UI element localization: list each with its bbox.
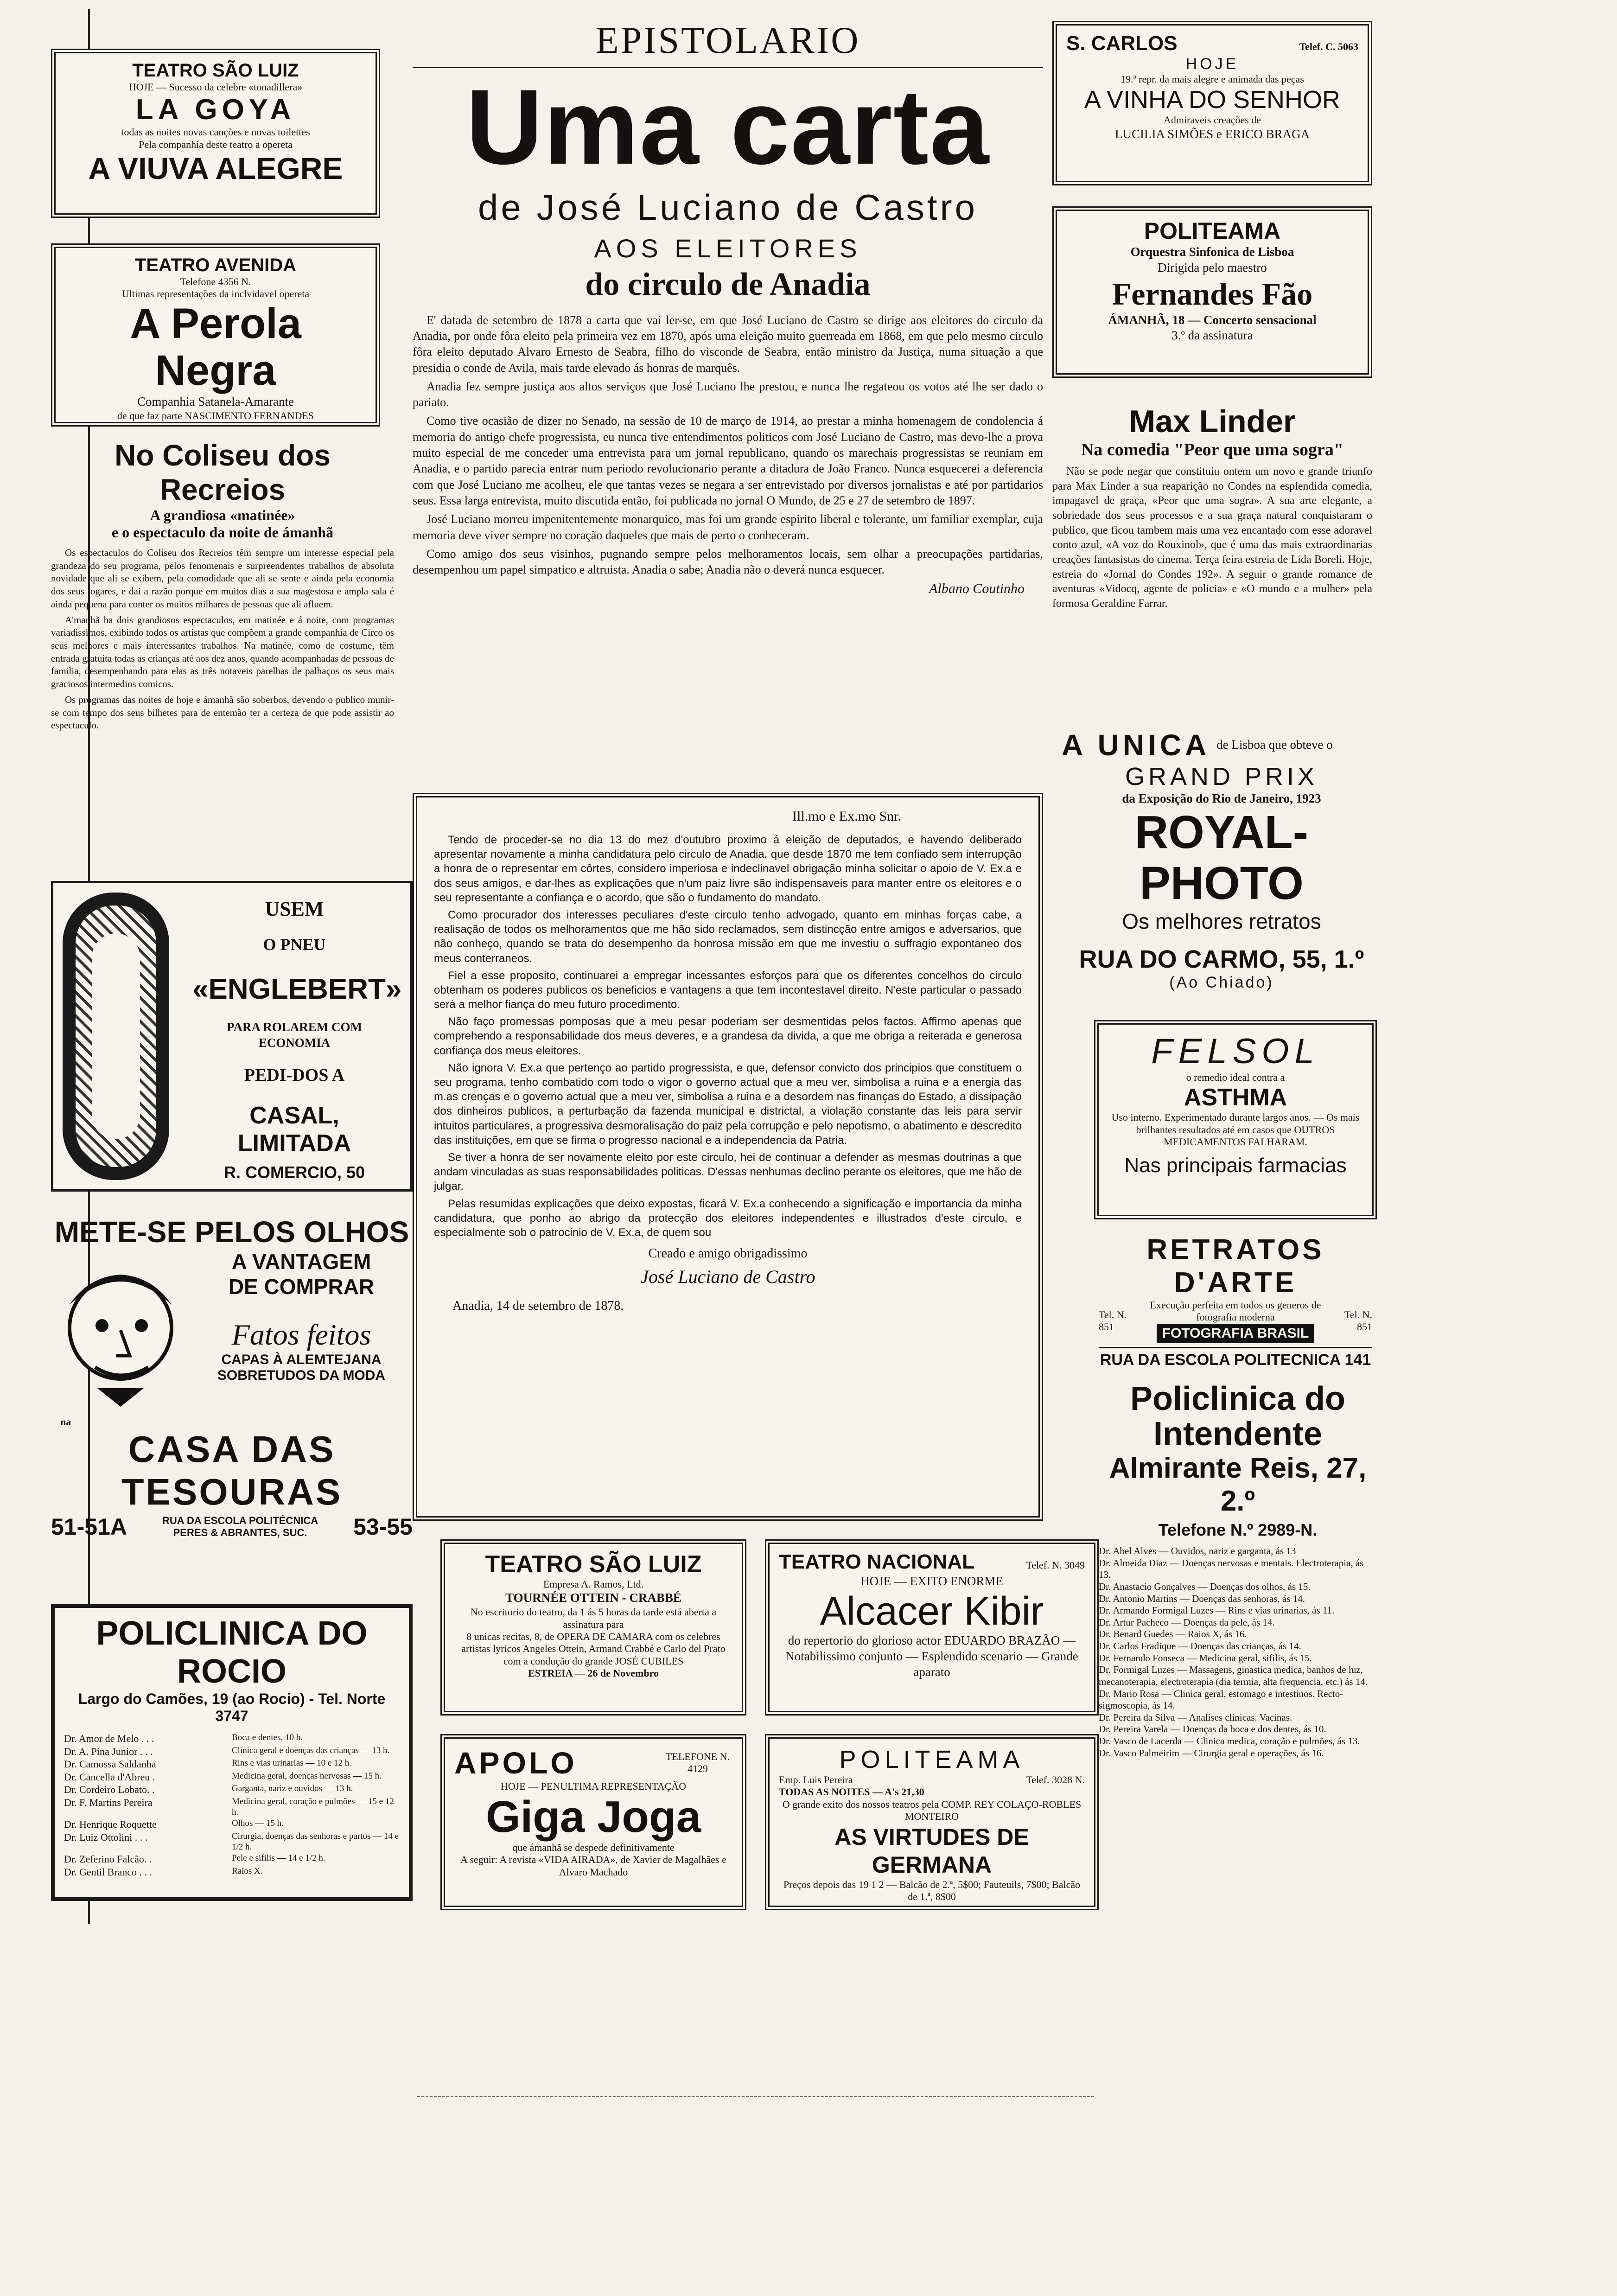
doctor-name: Dr. A. Pina Junior . . . <box>64 1745 153 1757</box>
list-item: Dr. Antonio Martins — Doenças das senhoras, ás 14. <box>1099 1593 1305 1604</box>
ad-show: A Perola Negra <box>130 300 301 394</box>
paragraph: Anadia fez sempre justiça aos altos serviços que José Luciano lhe prestou, e nunca lhe regateou os votos até lhe ser dado o pariato. <box>413 379 1043 409</box>
ad-line: Nas principais farmacias <box>1124 1154 1347 1177</box>
intro-signature: Albano Coutinho <box>929 580 1025 596</box>
ad-line: Emp. Luis Pereira <box>779 1774 853 1786</box>
ad-line: Empresa A. Ramos, Ltd. <box>543 1578 644 1590</box>
ad-line: USEM <box>265 898 324 920</box>
ad-line: CAPAS À ALEMTEJANA <box>221 1352 382 1367</box>
ad-line: (Ao Chiado) <box>1169 973 1274 991</box>
headline-subtitle: AOS ELEITORES <box>594 233 862 263</box>
ad-title: Policlinica do Intendente <box>1130 1380 1346 1453</box>
article-max-linder <box>1052 403 1372 614</box>
list-item: Dr. Formigal Luzes — Massagens, ginastica medica, banhos de luz, mecanoterapia, electroterapia (dia termia, alta frequencia, etc.) ás 14. <box>1099 1664 1368 1687</box>
list-item: Dr. Pereira Varela — Doenças da boca e dos dentes, ás 10. <box>1099 1723 1326 1735</box>
letter-signature: José Luciano de Castro <box>640 1266 815 1288</box>
ad-line: Dirigida pelo maestro <box>1158 260 1267 274</box>
ad-line: TOURNÉE OTTEIN - CRABBÉ <box>505 1591 681 1605</box>
ad-show: Giga Joga <box>485 1792 701 1842</box>
ad-show: A VIUVA ALEGRE <box>88 151 343 186</box>
paragraph: Fiel a esse proposito, continuarei a empregar incessantes esforços para que os diferentes concelhos do circulo obtenham os poderes publicos os beneficios e vantagens a que tem incontestavel direito. N'este particular o passado será a melhor fiança do meu futuro procedimento. <box>434 969 1022 1011</box>
article-title: Max Linder <box>1129 404 1296 439</box>
ad-line: do repertorio do glorioso actor EDUARDO BRAZÃO — Notabilissimo conjunto — Esplendido scenario — Grande aparato <box>785 1633 1078 1679</box>
paragraph: Não faço promessas pomposas que a meu pesar poderiam ser desmentidas pelos factos. Affirmo apenas que comprehendo a responsabilidade dos meus deveres, e a grandesa da divida, a que me obriga a reiterada e generosa confiança dos meus eleitores. <box>434 1015 1022 1057</box>
ad-name: FELSOL <box>1151 1032 1320 1071</box>
ad-politeama <box>1052 206 1372 378</box>
ad-line: o remedio ideal contra a <box>1186 1071 1285 1083</box>
letter-salutation: Ill.mo e Ex.mo Snr. <box>792 809 901 824</box>
ad-teatro-avenida <box>51 243 380 427</box>
ad-line: na <box>60 1416 71 1428</box>
ad-line: HOJE — EXITO ENORME <box>860 1574 1003 1588</box>
ad-brand: «ENGLEBERT» <box>192 973 402 1005</box>
ad-line: SOBRETUDOS DA MODA <box>217 1368 386 1383</box>
ad-line: Ultimas representações da inclvidavel opereta <box>121 288 310 300</box>
ad-address: RUA DO CARMO, 55, 1.º <box>1079 945 1364 973</box>
ad-apolo <box>440 1734 746 1910</box>
paragraph: Como procurador dos interesses peculiares d'este circulo tenho advogado, quanto em minhas forças cabe, a realisação de todos os melhoramentos que me hão sido reclamados, sem distincção entre amigos e adversarios, que não conheço, quando se trata do desempenho da honrosa missão em que me investiu o suffragio expontaneo dos meus conterraneos. <box>434 908 1022 965</box>
doctor-specialty: Olhos — 15 h. <box>232 1818 284 1828</box>
ad-line: ÁMANHÃ, 18 — Concerto sensacional <box>1108 313 1317 327</box>
ad-line: A seguir: A revista «VIDA AIRADA», de Xavier de Magalhães e Alvaro Machado <box>460 1854 726 1878</box>
ad-line: Orquestra Sinfonica de Lisboa <box>1130 245 1294 259</box>
ad-title: TEATRO AVENIDA <box>134 255 297 275</box>
paragraph: A'manhã ha dois grandiosos espectaculos, em matinée e á noite, com programas variadissimos, exibindo todos os artistas que compõem a grande companhia de Circo os seus melhores e mais interessantes trabalhos. Na matinée, como de costume, têm entrada gratuita todas as crianças até aos dez anos, quando acompanhadas de pessoas de familia, desempenhando para elas as três notaveis parelhas de palhaços os seus mais graciosos intermedios comicos. <box>51 614 394 690</box>
ad-phone: Telef. 3028 N. <box>1026 1774 1085 1786</box>
ad-line: HOJE — PENULTIMA REPRESENTAÇÃO <box>500 1780 687 1792</box>
list-item <box>64 1853 400 1866</box>
doctor-specialty: Clinica geral e doenças das crianças — 13 h. <box>232 1745 390 1755</box>
list-item: Dr. Almeida Diaz — Doenças nervosas e mentais. Electroterapia, ás 13. <box>1099 1557 1364 1581</box>
paragraph: Pelas resumidas explicações que deixo expostas, ficará V. Ex.a conhecendo a significação e importancia da minha candidatura, que ponho ao abrigo da protecção dos eleitores independentes e illustrados d'este circulo, e especialmente sob o patrocinio de V. Ex.a, de quem sou <box>434 1197 1022 1239</box>
list-item <box>64 1758 400 1771</box>
letter-date: Anadia, 14 de setembro de 1878. <box>452 1299 624 1314</box>
headline-title: Uma carta <box>465 67 990 186</box>
list-item <box>64 1866 400 1879</box>
ad-title: TEATRO NACIONAL <box>779 1550 975 1573</box>
ad-felsol <box>1094 1020 1377 1219</box>
main-article <box>413 19 1043 604</box>
letter-closing: Creado e amigo obrigadissimo <box>648 1246 808 1261</box>
man-caricature-icon <box>51 1249 190 1416</box>
paragraph: Os espectaculos do Coliseu dos Recreios têm sempre um interesse especial pela grandeza do seu programa, pelos fenomenais e surpreendentes trabalhos de absoluta novidade que ali se exibem, pela comodidade que ali se sente e ainda pela economia dos seus logares, e dai a razão porque em muitos dias a sua magestosa e ampla sala é ainda pequena para conter os muitos milhares de pessoas que ali afluem. <box>51 547 394 610</box>
list-item: Dr. Vasco Palmeirim — Cirurgia geral e operações, ás 16. <box>1099 1747 1324 1759</box>
paragraph: Como tive ocasião de dizer no Senado, na sessão de 10 de março de 1914, ao prestar a minha homenagem de condolencia á memoria do antigo chefe progressista, eu nunca tive entendimentos politicos com José Luciano de Castro, mas devo-lhe a prova muito especial de me conceder uma entrevista para um jornal republicano, quando os marechais progressistas se reuniam em Anadia, e o partido parecia entrar num periodo revolucionario perante a ditadura de João Franco. Nunca esquecerei a deferencia com que José Luciano me acolheu, ele que tantas vezes se negara a ser entrevistado por diversos jornalistas e até por partidarios seus. Essa larga entrevista, muito discutida então, foi publicada no jornal O Mundo, de 25 e 27 de setembro de 1897. <box>413 414 1043 508</box>
list-item: Dr. Benard Guedes — Raios X, ás 16. <box>1099 1628 1247 1640</box>
ad-line: ESTREIA — 26 de Novembro <box>528 1667 659 1679</box>
ad-title: POLICLINICA DO ROCIO <box>96 1615 368 1690</box>
doctor-name: Dr. Camossa Saldanha <box>64 1758 156 1770</box>
ad-title: POLITEAMA <box>1144 218 1281 244</box>
ad-line: Pela companhia deste teatro a opereta <box>139 138 293 150</box>
doctor-specialty: Boca e dentes, 10 h. <box>232 1733 303 1742</box>
list-item <box>64 1818 400 1831</box>
ad-line: HOJE <box>1185 55 1239 73</box>
list-item <box>64 1745 400 1758</box>
ad-phone: Telefone N.º 2989-N. <box>1158 1520 1318 1540</box>
list-item: Dr. Anastacio Gonçalves — Doenças dos olhos, ás 15. <box>1099 1581 1311 1593</box>
ad-policlinica-rocio <box>51 1604 413 1901</box>
ad-address: 51-51A <box>51 1514 127 1540</box>
doctor-name: Dr. Amor de Melo . . . <box>64 1733 154 1744</box>
ad-shop: CASA DAS TESOURAS <box>121 1429 343 1513</box>
ad-phone: TELEFONE N. 4129 <box>665 1750 730 1774</box>
paragraph: E' datada de setembro de 1878 a carta que vai ler-se, em que José Luciano de Castro se dirige aos eleitores do circulo da Anadia, por onde fôra eleito pela primeira vez em 1870, após uma eleição muito guerreada em 1868, em que pelo mesmo circulo fôra eleito deputado Alvaro Ernesto de Seabra, filho do visconde de Seabra, então ministro da Justiça, numa situação a que presidia o conde de Avila, mais tarde elevado ás honras de marquês. <box>413 313 1043 375</box>
doctor-name: Dr. Gentil Branco . . . <box>64 1866 153 1878</box>
ad-casa-das-tesouras <box>51 1215 413 1581</box>
doctor-name: Dr. Henrique Roquette <box>64 1818 157 1830</box>
article-subtitle: e o espectaculo da noite de ámanhã <box>111 524 334 541</box>
doctor-specialty: Rins e vias urinarias — 10 e 12 h. <box>232 1758 352 1768</box>
doctor-specialty: Raios X. <box>232 1866 263 1876</box>
list-item: Dr. Carlos Fradique — Doenças das crianças, ás 14. <box>1099 1640 1301 1652</box>
ad-line: GRAND PRIX <box>1125 763 1318 791</box>
ad-line: PARA ROLAREM COM ECONOMIA <box>227 1020 362 1050</box>
doctor-list <box>1099 1545 1377 1759</box>
ad-address: RUA DA ESCOLA POLITÉCNICA <box>162 1515 318 1526</box>
doctor-name: Dr. Zeferino Falcão. . <box>64 1853 152 1865</box>
list-item <box>64 1831 400 1853</box>
article-coliseu <box>51 438 394 735</box>
ad-address: RUA DA ESCOLA POLITECNICA 141 <box>1099 1347 1372 1369</box>
ad-line: O PNEU <box>263 935 326 954</box>
paragraph: Não ignora V. Ex.a que pertenço ao partido progressista, e que, defensor convicto dos principios que constituem o seu programa, tenho combatido com todo o vigor o governo actual que a meu ver, simbolisa a ruina e a energia das m.as crenças e o governo actual que a meu ver, simbolisa a ruina e a desordem nas finanças do Estado, a dissipação dos dinheiros publicos, a perturbação da fazenda municipal e districtal, a violação constante das leis para servir intuitos particulares, a progressiva desmoralisação do paiz pela corrupção e pelo nepotismo, o abatimento e descredito das instituições, em que se firma o progresso nacional e a independencia da Patria. <box>434 1061 1022 1147</box>
ad-line: LUCILIA SIMÕES e ERICO BRAGA <box>1114 127 1310 141</box>
doctor-name: Dr. F. Martins Pereira <box>64 1796 153 1808</box>
ad-address: 53-55 <box>353 1514 413 1540</box>
ad-royal-photo <box>1062 728 1381 992</box>
ad-phone: Telefone 4356 N. <box>180 276 251 287</box>
ad-title: RETRATOS D'ARTE <box>1146 1234 1324 1299</box>
paragraph: Se tiver a honra de ser novamente eleito por este circulo, hei de continuar a defender as mesmas doutrinas a que andam vinculadas as suas responsabilidades politicas. D'essas nenhumas declino perante os eleitores, que me hão de julgar. <box>434 1151 1022 1193</box>
ad-sao-carlos <box>1052 21 1372 185</box>
list-item <box>64 1771 400 1784</box>
ad-policlinica-intendente <box>1099 1382 1377 1759</box>
print-rule <box>417 2096 1094 2097</box>
ad-line: O grande exito dos nossos teatros pela COMP. REY COLAÇO-ROBLES MONTEIRO <box>782 1798 1082 1823</box>
ad-name: FOTOGRAFIA BRASIL <box>1157 1324 1315 1343</box>
ad-line: ASTHMA <box>1184 1084 1287 1111</box>
paragraph: Não se pode negar que constituiu ontem um novo e grande triunfo para Max Linder a sua reaparição no Condes na esplendida comedia, impagavel de graça, «Peor que uma sogra». A sua arte elegante, a sobriedade dos seus processos e a sua graça natural conquistaram o publico, que ficou tambem mais uma vez encantado com esse adoravel conto azul, «A voz do Rouxinol», que é uma das mais extraordinarias creações fantasistas do cinema. Terça feira estreia de Lida Boreli. Hoje, estreia do «Jornal do Condes 192». A seguir o grande romance de aventuras «Vidocq, agente de policia» e «O mundo e a mulher» pela formosa Geraldine Farrar. <box>1052 466 1372 610</box>
ad-line: da Exposição do Rio de Janeiro, 1923 <box>1122 791 1321 805</box>
ad-line: DE COMPRAR <box>228 1275 375 1299</box>
ad-phone: Tel. N. 851 <box>1344 1309 1372 1333</box>
ad-line: todas as noites novas canções e novas toilettes <box>121 126 310 138</box>
ad-line: que ámanhã se despede definitivamente <box>512 1841 675 1853</box>
ad-retratos-darte <box>1099 1233 1372 1369</box>
doctor-name: Dr. Cancella d'Abreu . <box>64 1771 155 1783</box>
doctor-list <box>64 1732 400 1878</box>
ad-line: Uso interno. Experimentado durante largos anos. — Os mais brilhantes resultados até em casos que OUTROS MEDICAMENTOS FALHARAM. <box>1111 1111 1360 1148</box>
paragraph: José Luciano morreu impenitentemente monarquico, mas foi um grande espirito liberal e tolerante, um familiar exemplar, cuja memoria deve viver sempre no coração daqueles que mais de perto o conheceram. <box>413 512 1043 542</box>
ad-address: Largo do Camões, 19 (ao Rocio) - Tel. Norte 3747 <box>78 1690 386 1724</box>
ad-line: PEDI-DOS A <box>244 1065 345 1085</box>
article-subtitle: Na comedia "Peor que uma sogra" <box>1081 440 1344 459</box>
ad-line: de Lisboa que obteve o <box>1216 738 1333 752</box>
ad-phone: Tel. N. 851 <box>1099 1309 1127 1333</box>
paragraph: Como amigo dos seus visinhos, pugnando sempre pelos melhoramentos locais, sem olhar a preocupações partidarias, desempenhou um papel simpatico e altruista. Anadia o sabe; Anadia não o deverá nunca esquecer. <box>413 547 1043 577</box>
list-item <box>64 1783 400 1796</box>
ad-politeama-2 <box>765 1734 1099 1910</box>
paragraph: Os programas das noites de hoje e ámanhã são soberbos, devendo o publico munir-se com tempo dos seus bilhetes para de entemão ter a certeza de que pode assistir ao espectaculo. <box>51 694 394 731</box>
ad-address: R. COMERCIO, 50 <box>223 1162 365 1182</box>
ad-title: TEATRO SÃO LUIZ <box>485 1551 702 1578</box>
paragraph: Tendo de proceder-se no dia 13 do mez d'outubro proximo á eleição de deputados, e havendo deliberado apresentar novamente a minha candidatura pelo circulo de Anadia, que desde 1870 me tem confiado sem interrupção a honra de o representar em côrtes, considero imperiosa e indeclinavel obrigação minha solicitar o apoio de V. Ex.a e dos seus amigos, e dar-lhes as explicações que n'um paiz livre são indispensaveis para manter entre os eleitores e o seu representante a confiança e o acordo, que são o fundamento do mandato. <box>434 834 1022 904</box>
list-item <box>64 1796 400 1818</box>
section-label: EPISTOLARIO <box>595 19 860 61</box>
ad-teatro-sao-luiz <box>51 49 380 218</box>
tire-icon <box>63 893 169 1180</box>
ad-show: AS VIRTUDES DE GERMANA <box>834 1824 1029 1878</box>
ad-name: Fernandes Fão <box>1112 276 1313 312</box>
doctor-specialty: Medicina geral, coração e pulmões — 15 e 12 h. <box>232 1796 394 1818</box>
ad-teatro-nacional <box>765 1539 1099 1716</box>
ad-line: TODAS AS NOITES — A's 21,30 <box>779 1786 924 1798</box>
ad-line: 8 unicas recitas, 8, de OPERA DE CAMARA com os celebres artistas lyricos Angeles Ottein, Armand Crabbé e Carlo del Prato com a condução do grande JOSÉ CUBILES <box>461 1630 726 1667</box>
intro-body <box>413 313 1043 578</box>
ad-title: APOLO <box>454 1746 577 1780</box>
ad-line: A VANTAGEM <box>231 1250 371 1274</box>
article-body <box>51 547 394 732</box>
letter-box <box>413 793 1043 1521</box>
ad-phone: Telef. C. 5063 <box>1299 41 1358 52</box>
ad-name: ROYAL-PHOTO <box>1134 806 1309 909</box>
ad-line: 3.º da assinatura <box>1171 328 1253 343</box>
list-item: Dr. Abel Alves — Ouvidos, nariz e garganta, ás 13 <box>1099 1545 1296 1557</box>
doctor-specialty: Pele e sifilis — 14 e 1/2 h. <box>232 1853 325 1863</box>
ad-address: PERES & ABRANTES, SUC. <box>173 1527 307 1539</box>
ad-line: de que faz parte NASCIMENTO FERNANDES <box>117 409 314 421</box>
list-item: Dr. Fernando Fonseca — Medicina geral, sifilis, ás 15. <box>1099 1652 1312 1664</box>
ad-line: Os melhores retratos <box>1122 909 1321 933</box>
ad-line: HOJE — Sucesso da celebre «tonadillera» <box>128 81 303 93</box>
ad-title: TEATRO SÃO LUIZ <box>132 60 299 81</box>
ad-line: Execução perfeita em todos os generos de fotografia moderna <box>1150 1299 1321 1323</box>
ad-line: Preços depois das 19 1 2 — Balcão de 2.ª, 5$00; Fauteuils, 7$00; Balcão de 1.ª, 8$00 <box>783 1878 1081 1902</box>
ad-show: A VINHA DO SENHOR <box>1084 86 1341 114</box>
list-item <box>64 1732 400 1745</box>
ad-show: Alcacer Kibir <box>820 1588 1044 1633</box>
doctor-name: Dr. Cordeiro Lobato. . <box>64 1784 155 1795</box>
ad-line: Companhia Satanela-Amarante <box>137 395 294 409</box>
article-title: No Coliseu dos Recreios <box>115 439 331 506</box>
ad-line: A UNICA <box>1062 728 1210 762</box>
doctor-specialty: Garganta, nariz e ouvidos — 13 h. <box>232 1784 353 1793</box>
doctor-specialty: Cirurgia, doenças das senhoras e partos — 14 e 1/2 h. <box>232 1831 399 1852</box>
ad-phone: Telef. N. 3049 <box>1026 1559 1085 1571</box>
headline-subtitle: de José Luciano de Castro <box>478 186 978 228</box>
ad-englebert <box>51 881 413 1192</box>
ad-line: 19.ª repr. da mais alegre e animada das peças <box>1120 73 1304 85</box>
doctor-specialty: Medicina geral, doenças nervosas — 15 h. <box>232 1771 382 1781</box>
letter-body <box>434 833 1022 1240</box>
ad-teatro-sao-luiz-2 <box>440 1539 746 1716</box>
list-item: Dr. Vasco de Lacerda — Clinica medica, coração e pulmões, ás 13. <box>1099 1735 1360 1747</box>
ad-line: Admiraveis creações de <box>1163 114 1261 126</box>
ad-title: POLITEAMA <box>839 1746 1025 1773</box>
ad-line: Fatos feitos <box>231 1318 371 1351</box>
ad-title: S. CARLOS <box>1066 32 1178 55</box>
list-item: Dr. Armando Formigal Luzes — Rins e vias urinarias, ás 11. <box>1099 1605 1335 1616</box>
ad-line: METE-SE PELOS OLHOS <box>54 1215 409 1249</box>
ad-shop: CASAL, LIMITADA <box>237 1102 351 1157</box>
article-subtitle: A grandiosa «matinée» <box>150 507 295 523</box>
ad-line: No escritorio do teatro, da 1 ás 5 horas da tarde está aberta a assinatura para <box>470 1606 717 1630</box>
ad-name: LA GOYA <box>135 94 296 126</box>
list-item: Dr. Mario Rosa — Clinica geral, estomago e intestinos. Recto-sigmoscopia, ás 14. <box>1099 1688 1343 1711</box>
list-item: Dr. Artur Pacheco — Doenças da pele, ás 14. <box>1099 1616 1275 1628</box>
article-body <box>1052 465 1372 612</box>
list-item: Dr. Pereira da Silva — Analises clinicas. Vacinas. <box>1099 1711 1292 1723</box>
headline-subtitle: do circulo de Anadia <box>585 266 871 302</box>
ad-address: Almirante Reis, 27, 2.º <box>1109 1452 1367 1518</box>
doctor-name: Dr. Luiz Ottolini . . . <box>64 1831 148 1843</box>
